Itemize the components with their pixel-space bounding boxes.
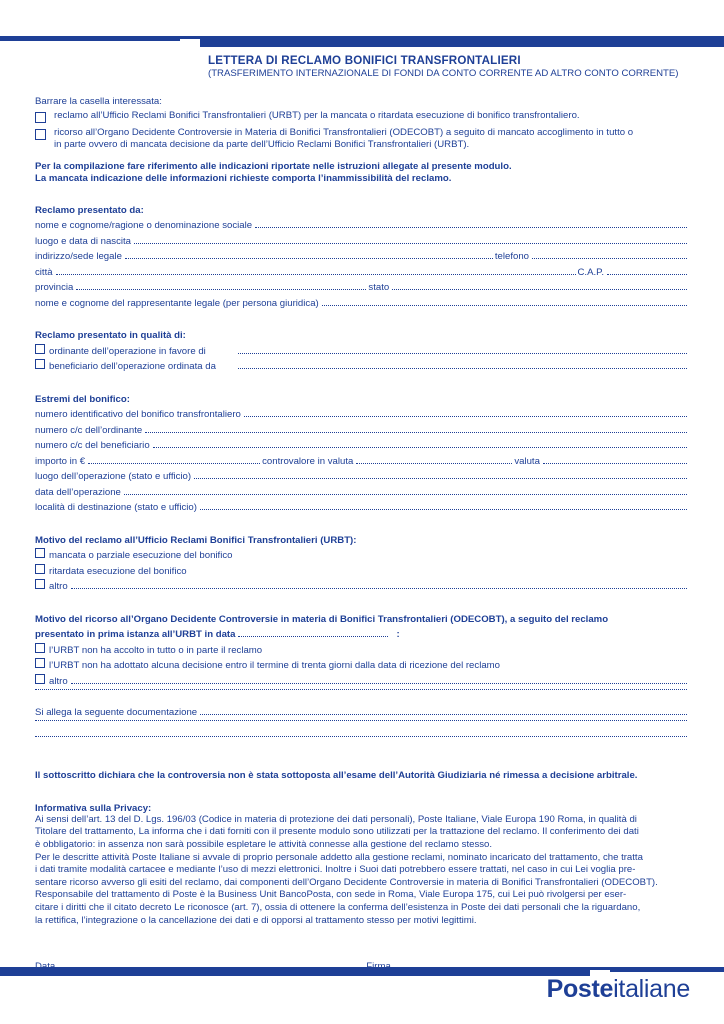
option-ordinante[interactable]: ordinante dell’operazione in favore di — [35, 344, 689, 360]
section-motivo-urbt: Motivo del reclamo all’Ufficio Reclami Bonifici Transfrontalieri (URBT): — [35, 534, 357, 546]
option-mancata[interactable]: mancata o parziale esecuzione del bonifico — [35, 548, 689, 564]
field-rappresentante[interactable]: nome e cognome del rappresentante legale (per persona giuridica) — [35, 296, 689, 312]
odecobt-data-line[interactable]: presentato in prima istanza all’URBT in data : — [35, 629, 400, 641]
checkbox-altro-urbt[interactable] — [35, 579, 45, 589]
option-ritardata[interactable]: ritardata esecuzione del bonifico — [35, 564, 689, 580]
field-luogo-nascita[interactable]: luogo e data di nascita — [35, 234, 689, 250]
field-nome[interactable]: nome e cognome/ragione o denominazione sociale — [35, 218, 689, 234]
field-documentazione[interactable]: Si allega la seguente documentazione — [35, 705, 689, 721]
option-reclamo[interactable] — [35, 110, 689, 123]
option-ricorso-label: ricorso all’Organo Decidente Controversie in Materia di Bonifici Transfrontalieri (ODECOBT) a seguito di mancato accoglimento in tutto o in parte ovvero di mancata decisione da parte dell’Ufficio Reclami Bonifici Transfrontalieri (URBT). — [54, 126, 634, 151]
option-altro-urbt[interactable]: altro — [35, 579, 689, 595]
option-reclamo-label: reclamo all’Ufficio Reclami Bonifici Transfrontalieri (URBT) per la mancata o ritardata esecuzione di bonifico transfrontaliero. — [54, 109, 580, 121]
field-indirizzo-telefono[interactable]: indirizzo/sede legale telefono — [35, 249, 689, 265]
privacy-line: i dati tramite modalità cartacee e mediante l’uso di mezzi elettronici. Inoltre i Suoi dati potrebbero essere trattati, nel caso in cui Lei voglia pre- — [35, 864, 636, 876]
dichiarazione: Il sottoscritto dichiara che la controversia non è stata sottoposta all’esame dell’Autorità Giudiziaria né rimessa a decisione arbitrale. — [35, 770, 638, 782]
checkbox-reclamo[interactable] — [35, 112, 46, 123]
section-qualita: Reclamo presentato in qualità di: — [35, 330, 186, 342]
option-beneficiario[interactable]: beneficiario dell’operazione ordinata da — [35, 359, 689, 375]
privacy-line: Ai sensi dell’art. 13 del D. Lgs. 196/03 (Codice in materia di protezione dei dati personali), Poste Italiane, Viale Europa 190 Roma, in qualità di — [35, 813, 637, 825]
top-left-accent — [0, 39, 180, 41]
bottom-left-accent — [0, 970, 590, 976]
option-nessuna-decisione[interactable]: l’URBT non ha adottato alcuna decisione entro il termine di trenta giorni dalla data di ricezione del reclamo — [35, 658, 689, 674]
blank-line-1[interactable] — [35, 689, 689, 705]
field-cc-beneficiario[interactable]: numero c/c del beneficiario — [35, 438, 689, 454]
field-numero-id[interactable]: numero identificativo del bonifico transfrontaliero — [35, 407, 689, 423]
section-presentato-da: Reclamo presentato da: — [35, 204, 144, 216]
page-subtitle: (TRASFERIMENTO INTERNAZIONALE DI FONDI DA CONTO CORRENTE AD ALTRO CONTO CORRENTE) — [208, 68, 679, 79]
field-provincia-stato[interactable]: provincia stato — [35, 280, 689, 296]
checkbox-non-accolto[interactable] — [35, 643, 45, 653]
blank-line-3[interactable] — [35, 736, 689, 752]
checkbox-mancata[interactable] — [35, 548, 45, 558]
field-data-operazione[interactable]: data dell’operazione — [35, 485, 689, 501]
checkbox-nessuna-decisione[interactable] — [35, 658, 45, 668]
section-estremi: Estremi del bonifico: — [35, 393, 130, 405]
privacy-line: la rettifica, l’integrazione o la cancellazione dei dati e di opporsi al trattamento stesso per motivi legittimi. — [35, 914, 477, 926]
option-ricorso[interactable] — [35, 127, 689, 152]
checkbox-altro-odecobt[interactable] — [35, 674, 45, 684]
checkbox-beneficiario[interactable] — [35, 359, 45, 369]
privacy-line: Responsabile del trattamento di Poste è la Business Unit BancoPosta, con sede in Roma, Viale Europa 175, cui Lei può rivolgersi per eser- — [35, 889, 627, 901]
section-motivo-odecobt: Motivo del ricorso all’Organo Decidente Controversie in materia di Bonifici Transfrontalieri (ODECOBT), a seguito del reclamo — [35, 613, 609, 625]
option-altro-odecobt[interactable]: altro — [35, 674, 689, 690]
top-right-accent — [200, 39, 724, 47]
field-luogo-operazione[interactable]: luogo dell’operazione (stato e ufficio) — [35, 469, 689, 485]
form-body — [35, 94, 689, 975]
privacy-text — [35, 814, 689, 927]
posteitaliane-logo: Posteitaliane — [546, 975, 690, 1003]
privacy-line: citare i diritti che il citato decreto Le riconosce (art. 7), ossia di ottenere la conferma dell’esistenza in Poste dei dati personali che la riguardano, — [35, 902, 641, 914]
privacy-line: sentare ricorso avverso gli esiti del reclamo, dai componenti dell’Organo Decidente Controversie in materia di Bonifici Transfrontalieri (ODECOBT). — [35, 876, 658, 888]
bottom-right-accent — [610, 970, 724, 972]
field-cc-ordinante[interactable]: numero c/c dell’ordinante — [35, 423, 689, 439]
checkbox-ordinante[interactable] — [35, 344, 45, 354]
instruction: Barrare la casella interessata: — [35, 96, 162, 107]
privacy-line: è obbligatorio: in assenza non sarà possibile espletare le attività connesse alla gestione del reclamo stesso. — [35, 839, 493, 851]
privacy-line: Per le descritte attività Poste Italiane si avvale di proprio personale addetto alla gestione reclami, nominato incaricato del trattamento, che tratta — [35, 851, 643, 863]
compilation-note: Per la compilazione fare riferimento alle indicazioni riportate nelle istruzioni allegate al presente modulo. La mancata indicazione delle informazioni richieste comporta l’inammissibilità del reclamo. — [35, 160, 512, 185]
field-importo[interactable]: importo in € controvalore in valuta valuta — [35, 454, 689, 470]
section-privacy: Informativa sulla Privacy: — [35, 802, 152, 814]
page-title: LETTERA DI RECLAMO BONIFICI TRANSFRONTALIERI — [208, 54, 521, 67]
field-citta-cap[interactable]: città C.A.P. — [35, 265, 689, 281]
privacy-line: Titolare del trattamento, La informa che i dati forniti con il presente modulo sono utilizzati per la trattazione del reclamo. Il conferimento dei dati — [35, 826, 639, 838]
blank-line-2[interactable] — [35, 720, 689, 736]
field-localita[interactable]: località di destinazione (stato e ufficio) — [35, 500, 689, 516]
checkbox-ritardata[interactable] — [35, 564, 45, 574]
option-non-accolto[interactable]: l’URBT non ha accolto in tutto o in parte il reclamo — [35, 643, 689, 659]
checkbox-ricorso[interactable] — [35, 129, 46, 140]
